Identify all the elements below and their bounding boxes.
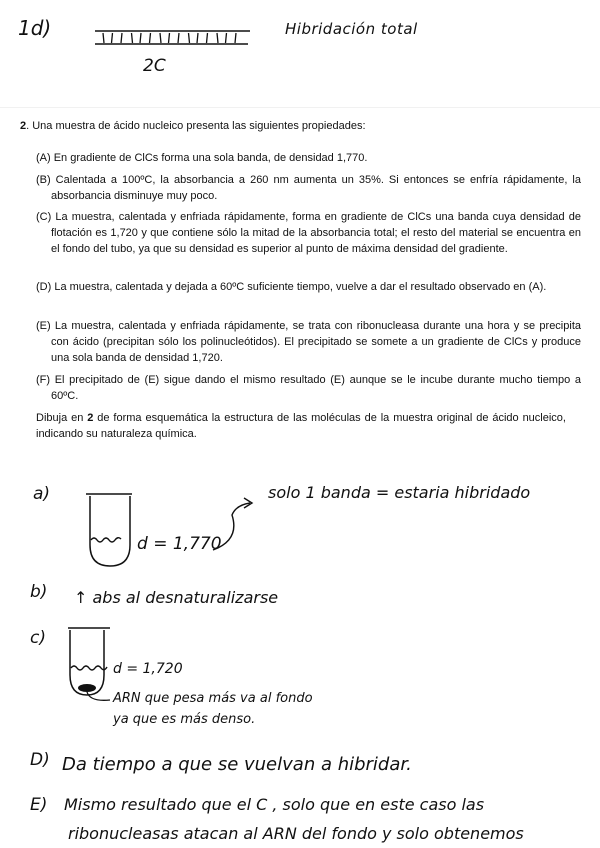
answer-d-text: Da tiempo a que se vuelvan a hibridar.: [62, 754, 412, 775]
answer-c-arn-line1: ARN que pesa más va al fondo: [113, 691, 313, 706]
property-d: (D) La muestra, calentada y dejada a 60ºC suficiente tiempo, vuelve a dar el resultado observado en (A).: [36, 281, 547, 293]
property-f: (F) El precipitado de (E) sigue dando el mismo resultado (E) aunque se le incube durante mucho tiempo a 60ºC.: [36, 374, 581, 402]
answer-d-label: D): [30, 750, 50, 770]
answer-b-text: ↑ abs al desnaturalizarse: [74, 588, 279, 607]
band-c-squiggle: [71, 666, 107, 670]
answer-a-density: d = 1,770: [137, 534, 222, 554]
property-e: (E) La muestra, calentada y enfriada rápidamente, se trata con ribonucleasa durante una hora y se precipita con ácido (precipitan sólo los polinucleótidos). El precipitado se somete a un gradiente de ClCs y produce una sola banda de densidad 1,720.: [36, 320, 581, 364]
band-a-squiggle: [91, 538, 121, 542]
answer-a-label: a): [33, 484, 51, 504]
pellet-c: [78, 684, 96, 692]
answer-b-label: b): [30, 582, 48, 602]
answer-c-arn-line2: ya que es más denso.: [113, 712, 256, 727]
answer-e-line2: ribonucleasas atacan al ARN del fondo y solo obtenemos: [68, 824, 524, 843]
property-c: (C) La muestra, calentada y enfriada rápidamente, forma en gradiente de ClCs una banda cuya densidad de flotación es 1,720 y que contiene sólo la mitad de la absorbancia total; el resto del material se encuentra en el fondo del tubo, ya que su densidad es superior al punto de máxima densidad del gradiente.: [36, 211, 581, 255]
property-b: (B) Calentada a 100ºC, la absorbancia a 260 nm aumenta un 35%. Si entonces se enfría rápidamente, la absorbancia disminuye muy poco.: [36, 174, 581, 202]
strand-count-label: 2C: [143, 56, 166, 76]
label-1d: 1d): [18, 16, 52, 40]
answer-e-line1: Mismo resultado que el C , solo que en este caso las: [64, 795, 485, 814]
task-post: de forma esquemática la estructura de las moléculas de la muestra original de ácido nucleico, indicando su naturaleza química.: [36, 412, 566, 440]
pointer-c-line: [87, 692, 110, 700]
hibridacion-total-note: Hibridación total: [285, 20, 418, 38]
task-number: 2: [87, 412, 94, 424]
task-pre: Dibuja en: [36, 412, 88, 424]
answer-c-label: c): [30, 628, 46, 648]
property-a: (A) En gradiente de ClCs forma una sola banda, de densidad 1,770.: [36, 152, 368, 164]
answer-a-note: solo 1 banda = estaria hibridado: [268, 483, 531, 502]
centrifuge-tube-a: [86, 494, 132, 566]
question-intro: . Una muestra de ácido nucleico presenta las siguientes propiedades:: [26, 120, 366, 132]
answer-c-density: d = 1,720: [113, 661, 183, 677]
question-number: 2: [20, 120, 27, 132]
answer-e-label: E): [30, 795, 48, 815]
